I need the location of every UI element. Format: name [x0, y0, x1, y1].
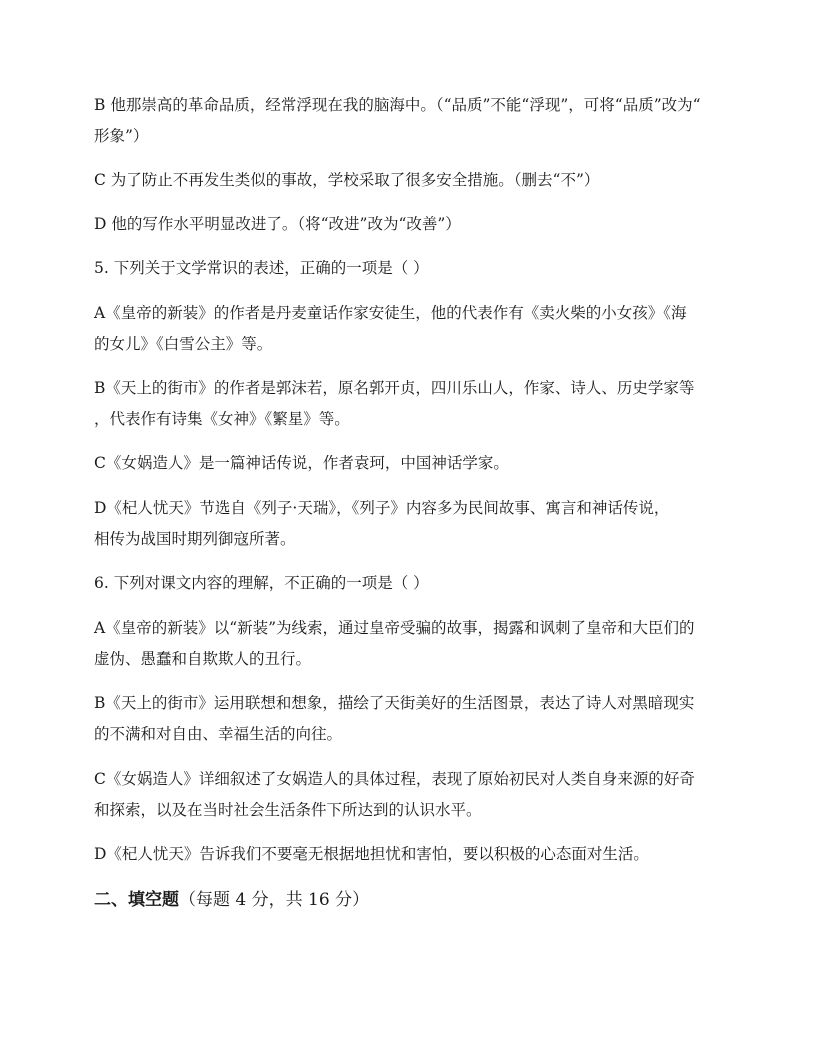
q6-stem: 6. 下列对课文内容的理解，不正确的一项是（ ）: [94, 574, 429, 592]
q5-stem: 5. 下列关于文学常识的表述，正确的一项是（ ）: [94, 259, 429, 277]
q4-option-b-line1: B 他那崇高的革命品质，经常浮现在我的脑海中。（“品质”不能“浮现”，可将“品质”改为“: [94, 96, 701, 114]
q5-option-d-line2: 相传为战国时期列御寇所著。: [94, 530, 296, 548]
q5-option-c: C《女娲造人》是一篇神话传说，作者袁珂，中国神话学家。: [94, 454, 509, 472]
section-heading: [94, 885, 724, 916]
q5-option-a-line1: A《皇帝的新装》的作者是丹麦童话作家安徒生，他的代表作有《卖火柴的小女孩》《海: [94, 304, 687, 322]
q4-option-b-line2: 形象”）: [94, 127, 149, 145]
q5-option-b-line2: ，代表作有诗集《女神》《繁星》等。: [94, 410, 350, 428]
q5-option-d-line1: D《杞人忧天》节选自《列子·天瑞》，《列子》内容多为民间故事、寓言和神话传说，: [94, 499, 670, 517]
q5-option-b-line1: B《天上的街市》的作者是郭沫若，原名郭开贞，四川乐山人，作家、诗人、历史学家等: [94, 379, 695, 397]
q6-option-c-line1: C《女娲造人》详细叙述了女娲造人的具体过程，表现了原始初民对人类自身来源的好奇: [94, 770, 695, 788]
q5-option-a-line2: 的女儿》《白雪公主》等。: [94, 335, 273, 353]
q6-option-a-line1: A《皇帝的新装》以“新装”为线索，通过皇帝受骗的故事，揭露和讽刺了皇帝和大臣们的: [94, 619, 695, 637]
q4-option-c: C 为了防止不再发生类似的事故，学校采取了很多安全措施。（删去“不”）: [94, 171, 600, 189]
q6-option-a-line2: 虚伪、愚蠢和自欺欺人的丑行。: [94, 650, 312, 668]
q6-option-b-line2: 的不满和对自由、幸福生活的向往。: [94, 725, 343, 743]
q6-option-b-line1: B《天上的街市》运用联想和想象，描绘了天街美好的生活图景，表达了诗人对黑暗现实: [94, 694, 695, 712]
q6-option-d: D《杞人忧天》告诉我们不要毫无根据地担忧和害怕，要以积极的心态面对生活。: [94, 845, 649, 863]
section-title: 二、填空题: [94, 890, 179, 910]
section-note: （每题 4 分，共 16 分）: [179, 890, 370, 910]
q4-option-d: D 他的写作水平明显改进了。（将“改进”改为“改善”）: [94, 215, 461, 233]
q6-option-c-line2: 和探索，以及在当时社会生活条件下所达到的认识水平。: [94, 801, 482, 819]
